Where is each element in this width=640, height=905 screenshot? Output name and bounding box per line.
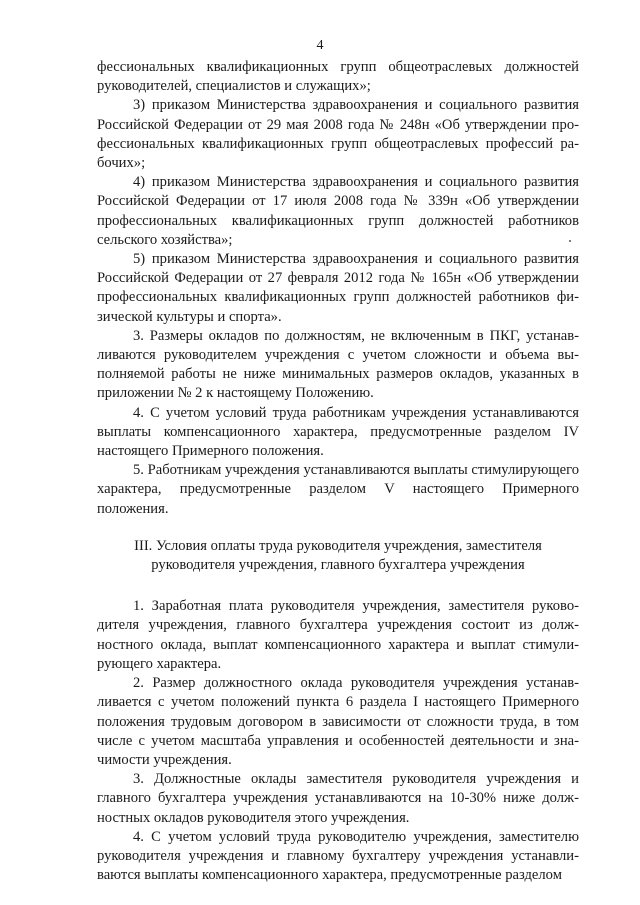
scan-speck — [569, 240, 571, 242]
list-item-order-339n: 4) приказом Министерства здравоохранения и социального развития Российской Федерации от 17 июля 2008 года № 339н «Об утверждении профессиональных квалификационных групп должностей работников сельского хозяйства»; — [97, 174, 579, 248]
section-heading-line-1: III. Условия оплаты труда руководителя учреждения, заместителя — [134, 537, 542, 554]
document-body — [97, 58, 579, 885]
clause-4-compensation: 4. С учетом условий труда работникам учреждения устанавливаются выплаты компенсационного характера, предусмотренные разделом IV настоящего Примерного положения. — [97, 404, 579, 460]
section3-clause-1: 1. Заработная плата руководителя учреждения, заместителя руководителя учреждения, главного бухгалтера учреждения состоит из должностного оклада, выплат компенсационного характера и выплат стимулирующего характера. — [97, 598, 579, 672]
page-number: 4 — [316, 38, 324, 53]
section-heading-line-2: руководителя учреждения, главного бухгалтера учреждения — [151, 557, 525, 574]
section3-clause-3: 3. Должностные оклады заместителя руководителя учреждения и главного бухгалтера учреждения устанавливаются на 10-30% ниже должностных окладов руководителя этого учреждения. — [97, 771, 579, 826]
section-heading — [97, 537, 579, 575]
clause-3-salaries: 3. Размеры окладов по должностям, не включенным в ПКГ, устанавливаются руководителем учреждения с учетом сложности и объема выполняемой работы не ниже минимальных размеров окладов, указанных в приложении № 2 к настоящему Положению. — [97, 327, 579, 402]
list-item-order-248n: 3) приказом Министерства здравоохранения и социального развития Российской Федерации от 29 мая 2008 года № 248н «Об утверждении профессиональных квалификационных групп общеотраслевых профессий рабочих»; — [97, 97, 579, 172]
section3-clause-4: 4. С учетом условий труда руководителю учреждения, заместителю руководителя учреждения и главному бухгалтеру учреждения устанавливаются выплаты компенсационного характера, предусмотренные разделом — [97, 828, 579, 884]
list-item-order-165n: 5) приказом Министерства здравоохранения и социального развития Российской Федерации от 27 февраля 2012 года № 165н «Об утверждении профессиональных квалификационных групп должностей работников физической культуры и спорта». — [97, 251, 579, 325]
section3-clause-2: 2. Размер должностного оклада руководителя учреждения устанавливается с учетом положений пункта 6 раздела I настоящего Примерного положения трудовым договором в зависимости от сложности труда, в том числе с учетом масштаба управления и особенностей деятельности и значимости учреждения. — [97, 675, 579, 768]
continuation-paragraph: фессиональных квалификационных групп общеотраслевых должностей руководителей, специалистов и служащих»; — [97, 59, 579, 95]
clause-5-incentive: 5. Работникам учреждения устанавливаются выплаты стимулирующего характера, предусмотренные разделом V настоящего Примерного положения. — [97, 462, 579, 517]
